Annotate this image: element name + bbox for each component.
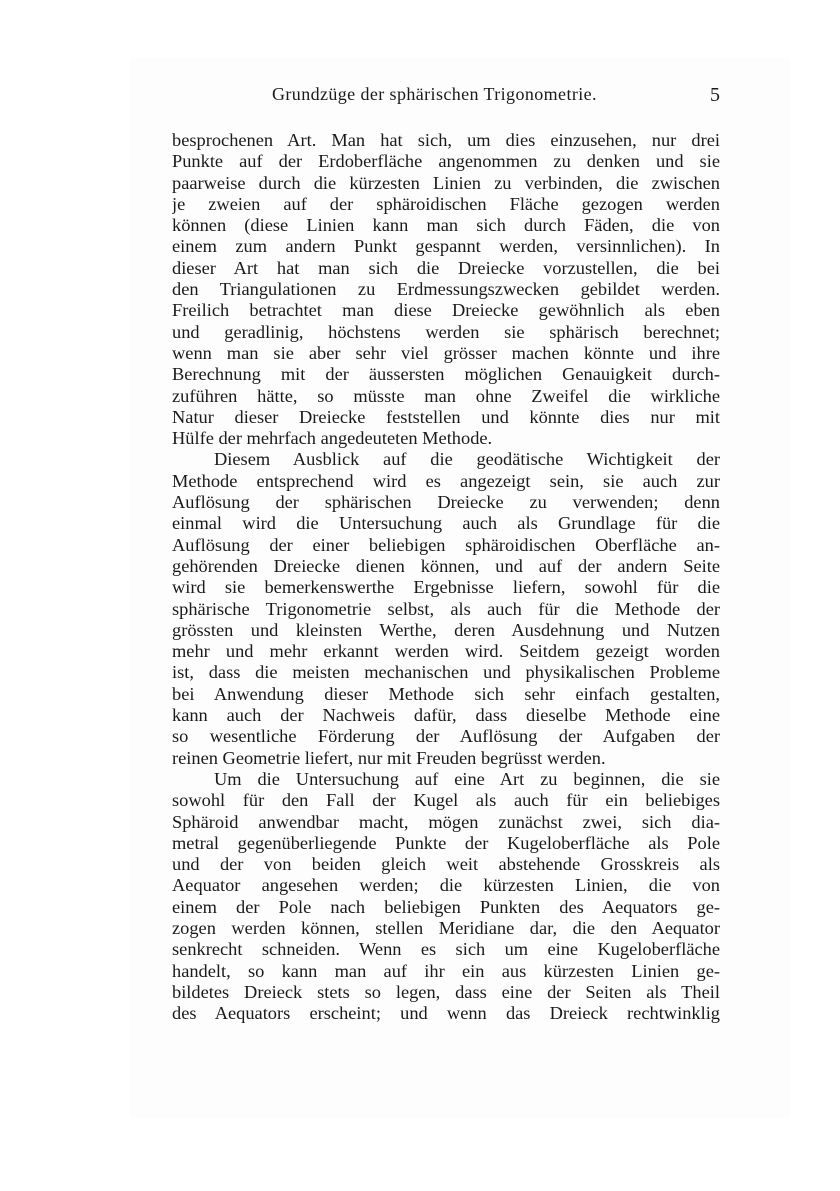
text-line: gehörenden Dreiecke dienen können, und auf der andern Seite [172, 555, 720, 576]
text-line: Methode entsprechend wird es angezeigt sein, sie auch zur [172, 470, 720, 491]
text-line: senkrecht schneiden. Wenn es sich um eine Kugeloberfläche [172, 939, 720, 960]
page-number: 5 [710, 84, 720, 106]
text-line: zogen werden können, stellen Meridiane dar, die den Aequator [172, 917, 720, 938]
text-line: Auflösung der sphärischen Dreiecke zu verwenden; denn [172, 492, 720, 513]
text-line: sphärische Trigonometrie selbst, als auch für die Methode der [172, 598, 720, 619]
text-line: Aequator angesehen werden; die kürzesten Linien, die von [172, 875, 720, 896]
text-line: Berechnung mit der äussersten möglichen Genauigkeit durch- [172, 364, 720, 385]
text-line: reinen Geometrie liefert, nur mit Freuden begrüsst werden. [172, 747, 606, 768]
text-line: den Triangulationen zu Erdmessungszwecken gebildet werden. [172, 279, 720, 300]
text-line: wenn man sie aber sehr viel grösser machen könnte und ihre [172, 342, 720, 363]
text-line: Natur dieser Dreiecke feststellen und könnte dies nur mit [172, 406, 720, 427]
text-line: so wesentliche Förderung der Auflösung der Aufgaben der [172, 726, 720, 747]
text-line: paarweise durch die kürzesten Linien zu verbinden, die zwischen [172, 172, 720, 193]
body-text [172, 130, 720, 1024]
text-line: handelt, so kann man auf ihr ein aus kürzesten Linien ge- [172, 960, 720, 981]
text-line: und der von beiden gleich weit abstehende Grosskreis als [172, 854, 720, 875]
text-line: Auflösung der einer beliebigen sphäroidischen Oberfläche an- [172, 534, 720, 555]
text-line: einem der Pole nach beliebigen Punkten des Aequators ge- [172, 896, 720, 917]
text-line: Hülfe der mehrfach angedeuteten Methode. [172, 428, 493, 449]
text-line: mehr und mehr erkannt werden wird. Seitdem gezeigt worden [172, 641, 720, 662]
text-line: Punkte auf der Erdoberfläche angenommen zu denken und sie [172, 151, 720, 172]
text-line: Um die Untersuchung auf eine Art zu beginnen, die sie [214, 768, 720, 789]
text-line: zuführen hätte, so müsste man ohne Zweifel die wirkliche [172, 385, 720, 406]
text-line: und geradlinig, höchstens werden sie sphärisch berechnet; [172, 321, 720, 342]
text-line: bildetes Dreieck stets so legen, dass eine der Seiten als Theil [172, 981, 720, 1002]
text-line: ist, dass die meisten mechanischen und physikalischen Probleme [172, 662, 720, 683]
text-line: metral gegenüberliegende Punkte der Kugeloberfläche als Pole [172, 832, 720, 853]
text-line: bei Anwendung dieser Methode sich sehr einfach gestalten, [172, 683, 720, 704]
text-line: Freilich betrachtet man diese Dreiecke gewöhnlich als eben [172, 300, 720, 321]
text-line: kann auch der Nachweis dafür, dass dieselbe Methode eine [172, 705, 720, 726]
text-line: wird sie bemerkenswerthe Ergebnisse liefern, sowohl für die [172, 577, 720, 598]
text-line: dieser Art hat man sich die Dreiecke vorzustellen, die bei [172, 257, 720, 278]
text-line: einem zum andern Punkt gespannt werden, versinnlichen). In [172, 236, 720, 257]
text-line: besprochenen Art. Man hat sich, um dies einzusehen, nur drei [172, 130, 720, 150]
text-line: je zweien auf der sphäroidischen Fläche gezogen werden [172, 193, 720, 214]
running-title: Grundzüge der sphärischen Trigonometrie. [272, 84, 597, 104]
text-line: sowohl für den Fall der Kugel als auch für ein beliebiges [172, 790, 720, 811]
text-line: des Aequators erscheint; und wenn das Dreieck rechtwinklig [172, 1003, 720, 1024]
text-line: können (diese Linien kann man sich durch Fäden, die von [172, 215, 720, 236]
text-line: Sphäroid anwendbar macht, mögen zunächst zwei, sich dia- [172, 811, 720, 832]
text-line: Diesem Ausblick auf die geodätische Wichtigkeit der [214, 449, 720, 470]
text-line: grössten und kleinsten Werthe, deren Ausdehnung und Nutzen [172, 619, 720, 640]
text-line: einmal wird die Untersuchung auch als Grundlage für die [172, 513, 720, 534]
running-head [172, 84, 720, 114]
